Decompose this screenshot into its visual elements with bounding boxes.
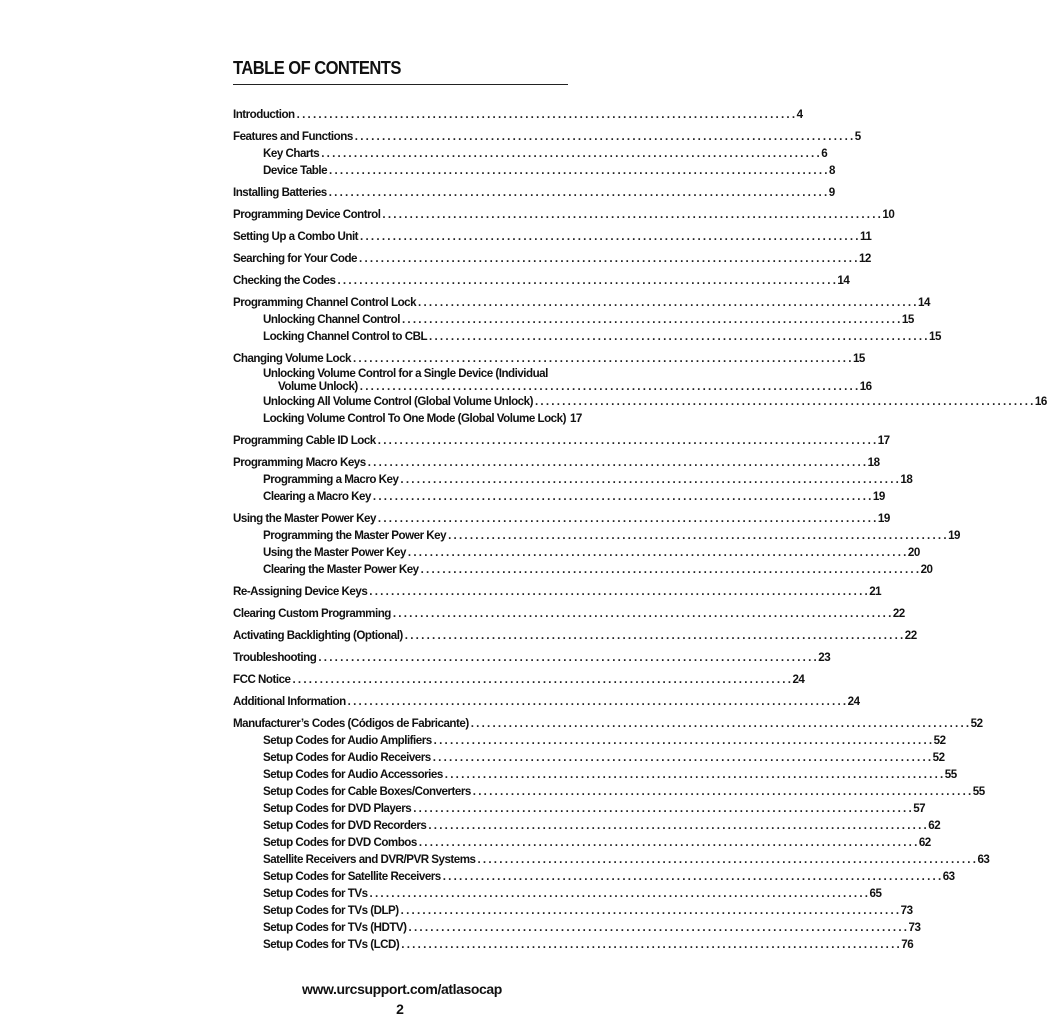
toc-entry-label: Unlocking Channel Control <box>263 313 400 326</box>
toc-entry-label: Setup Codes for TVs (LCD) <box>263 938 400 951</box>
toc-page-number: 10 <box>882 208 895 221</box>
toc-subentry <box>233 410 582 427</box>
toc-page-number: 23 <box>818 651 831 664</box>
toc-dot-leader <box>359 250 857 267</box>
toc-page-number: 17 <box>569 412 582 425</box>
support-url <box>0 981 800 997</box>
toc-entry <box>233 432 890 449</box>
toc-dot-leader <box>292 671 790 688</box>
toc-entry <box>233 605 905 622</box>
page-title: TABLE OF CONTENTS <box>233 58 401 78</box>
toc-entry-label: Locking Channel Control to CBL <box>263 330 428 343</box>
toc-page-number: 52 <box>932 751 945 764</box>
toc-dot-leader <box>473 783 971 800</box>
toc-entry-label: Programming a Macro Key <box>263 473 399 486</box>
toc-subentry <box>233 936 914 953</box>
toc-page-number: 63 <box>942 870 955 883</box>
toc-subentry <box>233 868 955 885</box>
toc-dot-leader <box>428 817 926 834</box>
toc-dot-leader <box>445 766 943 783</box>
toc-entry <box>233 649 831 666</box>
toc-subentry <box>233 162 835 179</box>
toc-subentry <box>233 800 926 817</box>
toc-entry <box>233 454 880 471</box>
support-url-text: www.urcsupport.com/atlasocap <box>302 981 502 997</box>
toc-dot-leader <box>355 128 853 145</box>
toc-entry-label: Additional Information <box>233 695 346 708</box>
toc-page-number: 16 <box>1034 395 1047 408</box>
toc-subentry <box>233 766 957 783</box>
toc-page-number: 6 <box>821 147 828 160</box>
toc-entry-label: Programming the Master Power Key <box>263 529 447 542</box>
toc-page-number: 73 <box>900 904 913 917</box>
toc-page-number: 52 <box>933 734 946 747</box>
toc-dot-leader <box>405 627 903 644</box>
toc-dot-leader <box>348 693 846 710</box>
toc-entry-label: FCC Notice <box>233 673 291 686</box>
toc-entry-label: Using the Master Power Key <box>233 512 376 525</box>
toc-dot-leader <box>401 936 899 953</box>
toc-page-number: 62 <box>928 819 941 832</box>
toc-page-number: 20 <box>907 546 920 559</box>
toc-entry-label: Searching for Your Code <box>233 252 357 265</box>
toc-subentry <box>233 367 568 380</box>
toc-entry-label: Setup Codes for DVD Combos <box>263 836 417 849</box>
toc-page-number: 11 <box>860 230 872 243</box>
toc-subentry <box>233 488 885 505</box>
toc-subentry <box>233 732 946 749</box>
toc-page-number: 24 <box>847 695 860 708</box>
toc-entry <box>233 350 865 367</box>
toc-page-number: 15 <box>929 330 941 343</box>
toc-entry-label: Using the Master Power Key <box>263 546 406 559</box>
toc-page-number: 73 <box>908 921 921 934</box>
toc-entry <box>233 228 872 245</box>
toc-dot-leader <box>378 510 876 527</box>
toc-page-number: 57 <box>913 802 926 815</box>
toc-subentry <box>233 885 882 902</box>
toc-entry <box>233 693 860 710</box>
toc-page-number: 17 <box>877 434 890 447</box>
toc-page-number: 21 <box>869 585 882 598</box>
toc-page-number: 14 <box>837 274 850 287</box>
toc-dot-leader <box>471 715 969 732</box>
toc-dot-leader <box>369 583 867 600</box>
toc-entry <box>233 128 861 145</box>
toc-dot-leader <box>477 851 975 868</box>
toc-dot-leader <box>329 162 827 179</box>
toc-dot-leader <box>433 749 931 766</box>
toc-entry-label: Key Charts <box>263 147 320 160</box>
toc-entry-label: Re-Assigning Device Keys <box>233 585 368 598</box>
toc-dot-leader <box>408 544 906 561</box>
toc-entry-label: Satellite Receivers and DVR/PVR Systems <box>263 853 476 866</box>
toc-dot-leader <box>400 471 898 488</box>
toc-dot-leader <box>413 800 911 817</box>
toc-dot-leader <box>329 184 827 201</box>
toc-dot-leader <box>378 432 876 449</box>
toc-dot-leader <box>429 328 927 345</box>
toc-dot-leader <box>360 380 858 393</box>
toc-dot-leader <box>419 834 917 851</box>
toc-subentry <box>233 471 913 488</box>
toc-entry <box>233 627 917 644</box>
toc-entry-label: Setup Codes for TVs <box>263 887 368 900</box>
toc-entry <box>233 583 882 600</box>
toc-entry-label: Troubleshooting <box>233 651 317 664</box>
toc-dot-leader <box>370 885 868 902</box>
toc-page-number: 55 <box>944 768 957 781</box>
toc-page-number: 16 <box>859 380 872 393</box>
toc-entry-label: Setup Codes for DVD Recorders <box>263 819 427 832</box>
toc-dot-leader <box>360 228 858 245</box>
toc-subentry <box>233 902 913 919</box>
toc-subentry <box>233 328 941 345</box>
toc-page-number: 8 <box>829 164 835 177</box>
toc-dot-leader <box>337 272 835 289</box>
toc-dot-leader <box>448 527 946 544</box>
toc-entry <box>233 510 890 527</box>
toc-page-number: 14 <box>918 296 930 309</box>
table-of-contents <box>233 106 1047 953</box>
toc-subentry <box>233 834 931 851</box>
toc-subentry <box>233 145 828 162</box>
toc-subentry <box>233 311 914 328</box>
toc-entry-label: Installing Batteries <box>233 186 327 199</box>
toc-subentry <box>233 544 920 561</box>
toc-entry-label: Features and Functions <box>233 130 353 143</box>
toc-page-number: 15 <box>901 313 914 326</box>
toc-entry-label: Introduction <box>233 108 295 121</box>
toc-dot-leader <box>373 488 871 505</box>
toc-page-number: 65 <box>869 887 882 900</box>
toc-dot-leader <box>443 868 941 885</box>
toc-page-number: 55 <box>972 785 985 798</box>
toc-entry <box>233 184 835 201</box>
toc-entry <box>233 206 895 223</box>
toc-entry-label: Setup Codes for Audio Amplifiers <box>263 734 432 747</box>
toc-entry-label: Setup Codes for TVs (HDTV) <box>263 921 407 934</box>
toc-page-number: 4 <box>796 108 803 121</box>
toc-subentry <box>233 817 941 834</box>
toc-page-number: 18 <box>900 473 913 486</box>
toc-entry-label: Programming Device Control <box>233 208 381 221</box>
toc-subentry <box>233 561 933 578</box>
toc-entry-label: Programming Cable ID Lock <box>233 434 376 447</box>
toc-subentry <box>233 527 960 544</box>
toc-dot-leader <box>321 145 819 162</box>
toc-entry-label: Setup Codes for Cable Boxes/Converters <box>263 785 471 798</box>
toc-dot-leader <box>401 902 899 919</box>
toc-page-number: 15 <box>852 352 865 365</box>
toc-dot-leader <box>421 561 919 578</box>
toc-page-number: 19 <box>948 529 960 542</box>
toc-entry <box>233 294 930 311</box>
toc-entry-label: Clearing a Macro Key <box>263 490 371 503</box>
toc-entry-label: Activating Backlighting (Optional) <box>233 629 403 642</box>
toc-entry <box>233 106 803 123</box>
toc-entry-label: Clearing the Master Power Key <box>263 563 419 576</box>
toc-dot-leader <box>418 294 916 311</box>
toc-entry-label: Manufacturer’s Codes (Códigos de Fabricante) <box>233 717 469 730</box>
toc-page-number: 52 <box>970 717 983 730</box>
toc-entry-label: Setting Up a Combo Unit <box>233 230 359 243</box>
toc-entry-label: Clearing Custom Programming <box>233 607 391 620</box>
toc-entry <box>233 272 850 289</box>
toc-page-number: 12 <box>858 252 871 265</box>
toc-page-number: 76 <box>901 938 914 951</box>
toc-dot-leader <box>434 732 932 749</box>
page-number: 2 <box>396 1001 404 1017</box>
toc-page-number: 9 <box>828 186 835 199</box>
toc-entry-label: Programming Macro Keys <box>233 456 366 469</box>
toc-entry <box>233 250 871 267</box>
toc-page-number: 20 <box>920 563 933 576</box>
toc-entry <box>233 715 983 732</box>
toc-dot-leader <box>402 311 900 328</box>
toc-entry-label: Checking the Codes <box>233 274 336 287</box>
toc-page-number: 19 <box>872 490 885 503</box>
toc-dot-leader <box>393 605 891 622</box>
toc-page-number: 18 <box>867 456 880 469</box>
title-rule <box>233 84 568 85</box>
toc-page-number: 22 <box>904 629 917 642</box>
toc-dot-leader <box>368 454 866 471</box>
toc-page-number: 62 <box>918 836 931 849</box>
toc-page-number: 63 <box>977 853 990 866</box>
toc-dot-leader <box>318 649 816 666</box>
toc-entry-label: Unlocking All Volume Control (Global Volume Unlock) <box>263 395 533 408</box>
toc-subentry <box>233 749 945 766</box>
toc-dot-leader <box>409 919 907 936</box>
toc-entry-label: Setup Codes for DVD Players <box>263 802 412 815</box>
toc-entry-label: Volume Unlock) <box>278 380 358 393</box>
toc-subentry <box>233 380 872 393</box>
toc-page-number: 19 <box>877 512 890 525</box>
toc-subentry <box>233 783 985 800</box>
toc-subentry <box>233 393 1047 410</box>
toc-subentry <box>233 851 990 868</box>
toc-entry-label: Programming Channel Control Lock <box>233 296 417 309</box>
toc-page-number: 5 <box>854 130 861 143</box>
toc-entry-label: Unlocking Volume Control for a Single Device (Individual <box>263 367 548 380</box>
toc-subentry <box>233 919 921 936</box>
toc-entry-label: Changing Volume Lock <box>233 352 351 365</box>
toc-entry-label: Setup Codes for Audio Accessories <box>263 768 443 781</box>
toc-dot-leader <box>382 206 880 223</box>
toc-entry-label: Setup Codes for Satellite Receivers <box>263 870 441 883</box>
toc-dot-leader <box>535 393 1033 410</box>
toc-page-number: 22 <box>892 607 905 620</box>
toc-entry-label: Device Table <box>263 164 328 177</box>
toc-entry-label: Setup Codes for Audio Receivers <box>263 751 431 764</box>
toc-entry <box>233 671 805 688</box>
toc-entry-label: Setup Codes for TVs (DLP) <box>263 904 399 917</box>
toc-dot-leader <box>353 350 851 367</box>
toc-page-number: 24 <box>792 673 805 686</box>
toc-dot-leader <box>297 106 795 123</box>
toc-entry-label: Locking Volume Control To One Mode (Global Volume Lock) <box>263 412 566 425</box>
